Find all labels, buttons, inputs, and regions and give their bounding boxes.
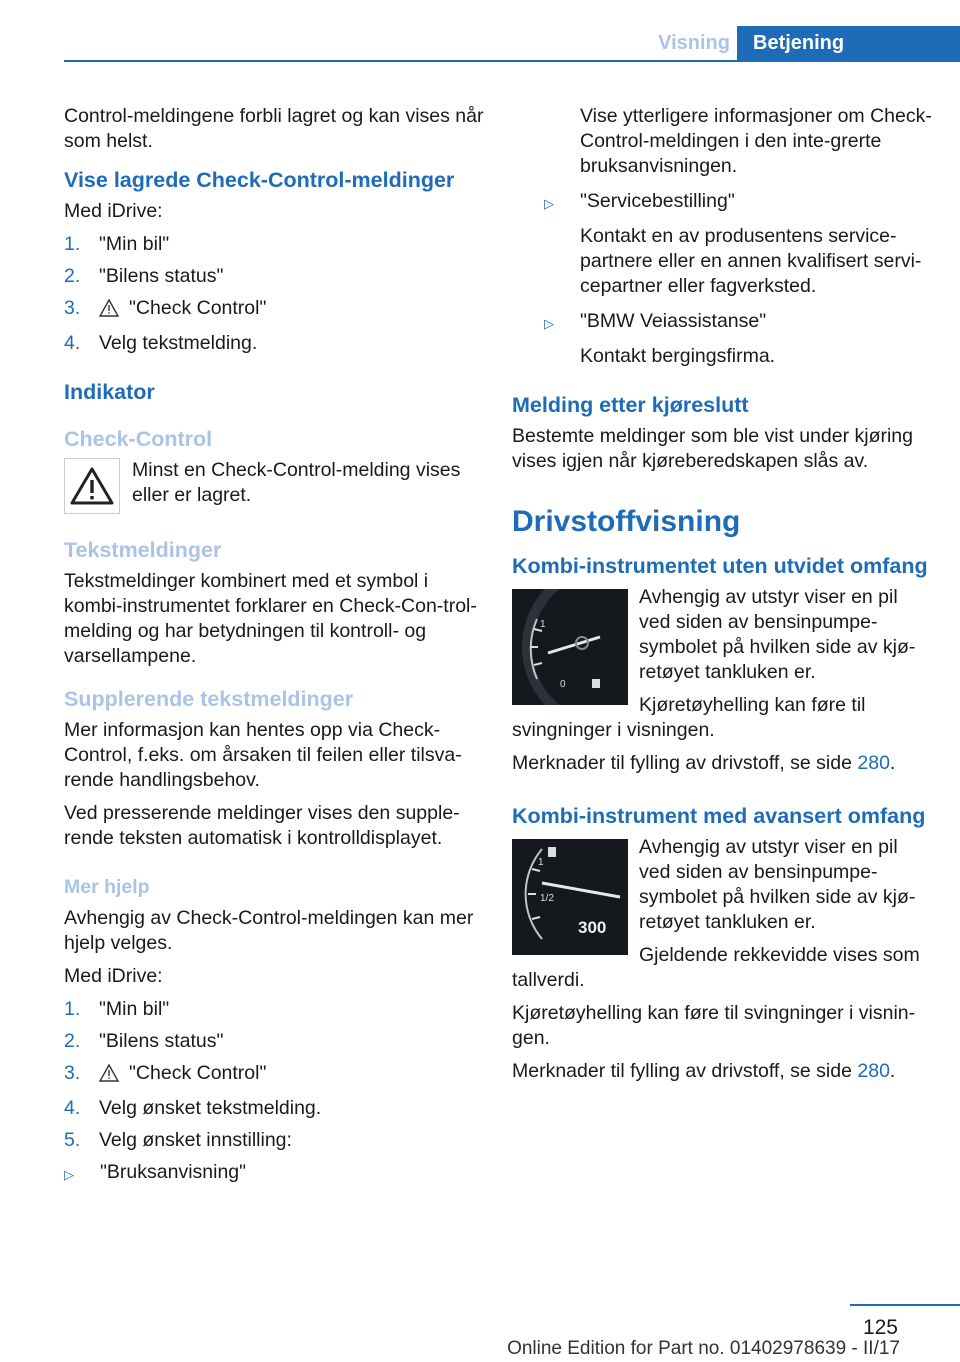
footer-divider [850,1304,960,1306]
med-idrive-label: Med iDrive: [64,200,163,222]
paragraph: Avhengig av Check-Control-meldingen kan mer hjelp velges. [64,907,474,954]
sub-item-desc [580,224,932,299]
gauge-section-1 [512,585,932,776]
paragraph: Vise ytterligere informasjoner om Check-Control-meldingen i den inte-grerte bruksanvisningen. [580,105,932,177]
heading-melding-etter: Melding etter kjøreslutt [512,393,749,417]
steps-list-2 [64,997,484,1187]
warning-triangle-icon [64,458,120,514]
tab-betjening[interactable]: Betjening [737,26,960,60]
list-item: 1. "Min bil" [64,233,170,255]
triangle-bullet-icon: ▷ [544,316,554,331]
page-number: 125 [862,1316,898,1339]
paragraph: Gjeldende rekkevidde vises som tallverdi. [512,944,920,991]
sub-list-item: ▷ "Servicebestilling" [544,189,932,216]
page-link[interactable]: 280 [857,1060,890,1082]
header-divider [64,60,960,62]
right-column [512,104,932,1092]
gauge-label: 1 [540,619,546,630]
sub-list-item: ▷ "Bruksanvisning" [64,1160,484,1187]
heading-kombi-avansert: Kombi-instrument med avansert omfang [512,804,926,828]
paragraph: Control-meldingene forbli lagret og kan vises når som helst. [64,105,484,152]
paragraph: Mer informasjon kan hentes opp via Check-Control, f.eks. om årsaken til feilen eller tilsva-rende handlingsbehov. [64,719,462,791]
warning-triangle-icon [99,1064,121,1089]
list-item: 5. Velg ønsket innstilling: [64,1129,292,1151]
sub-list [512,309,932,336]
triangle-bullet-icon: ▷ [64,1167,74,1182]
range-readout: 300 [578,918,607,937]
list-item: 3. "Check Control" [64,296,484,324]
paragraph: Kjøretøyhelling kan føre til svingninger i visningen. [512,694,866,741]
paragraph: Merknader til fylling av drivstoff, se side 280. [512,1060,896,1082]
steps-list-1 [64,232,484,356]
warning-triangle-icon [99,299,121,324]
heading-drivstoffvisning: Drivstoffvisning [512,505,741,538]
indicator-row [64,458,484,514]
paragraph: Kjøretøyhelling kan føre til svingninger i visnin-gen. [512,1002,916,1049]
sub-item-desc [580,104,932,179]
paragraph: Kontakt bergingsfirma. [580,345,776,367]
gauge-label: 0 [560,679,566,690]
paragraph: Tekstmeldinger kombinert med et symbol i kombi-instrumentet forklarer en Check-Con-trol-melding og har betydningen til kontroll- og varsellampene. [64,570,477,667]
heading-tekstmeldinger: Tekstmeldinger [64,538,222,562]
paragraph: Bestemte meldinger som ble vist under kjøring vises igjen når kjøreberedskapen slås av. [512,425,913,472]
paragraph: Ved presserende meldinger vises den supple-rende teksten automatisk i kontrolldisplayet. [64,802,460,849]
left-column [64,104,484,1195]
paragraph: Merknader til fylling av drivstoff, se side 280. [512,752,896,774]
paragraph: Avhengig av utstyr viser en pil ved siden av bensinpumpe-symbolet på hvilken side av kjø-retøyet tankluken er. [639,586,916,683]
list-item: 1. "Min bil" [64,998,170,1020]
list-item: 2. "Bilens status" [64,265,224,287]
list-item: 3. "Check Control" [64,1061,484,1089]
heading-indikator: Indikator [64,380,155,404]
med-idrive-label: Med iDrive: [64,965,163,987]
sub-item-desc [580,344,932,369]
gauge-label: 1 [538,857,544,868]
gauge-section-2 [512,835,932,1084]
heading-mer-hjelp: Mer hjelp [64,876,150,898]
tab-visning[interactable]: Visning [630,26,730,60]
indicator-text: Minst en Check-Control-melding vises eller er lagret. [132,459,461,506]
list-item: 2. "Bilens status" [64,1030,224,1052]
list-item: 4. Velg tekstmelding. [64,332,258,354]
edition-footer: Online Edition for Part no. 01402978639 - II/17 [507,1338,900,1359]
gauge-label: 1/2 [540,893,554,904]
list-item: 4. Velg ønsket tekstmelding. [64,1097,322,1119]
fuel-gauge-image [512,589,628,705]
sub-list [512,189,932,216]
triangle-bullet-icon: ▷ [544,196,554,211]
page-link[interactable]: 280 [857,752,890,774]
fuel-gauge-image [512,839,628,955]
sub-list-item: ▷ "BMW Veiassistanse" [544,309,932,336]
heading-kombi-uten: Kombi-instrumentet uten utvidet omfang [512,554,928,578]
heading-vise-lagrede: Vise lagrede Check-Control-meldinger [64,168,455,192]
heading-check-control: Check-Control [64,427,213,451]
paragraph: Kontakt en av produsentens service-partnere eller en annen kvalifisert servi-cepartner eller fagverksted. [580,225,922,297]
heading-supplerende: Supplerende tekstmeldinger [64,687,354,711]
paragraph: Avhengig av utstyr viser en pil ved siden av bensinpumpe-symbolet på hvilken side av kjø-retøyet tankluken er. [639,836,916,933]
